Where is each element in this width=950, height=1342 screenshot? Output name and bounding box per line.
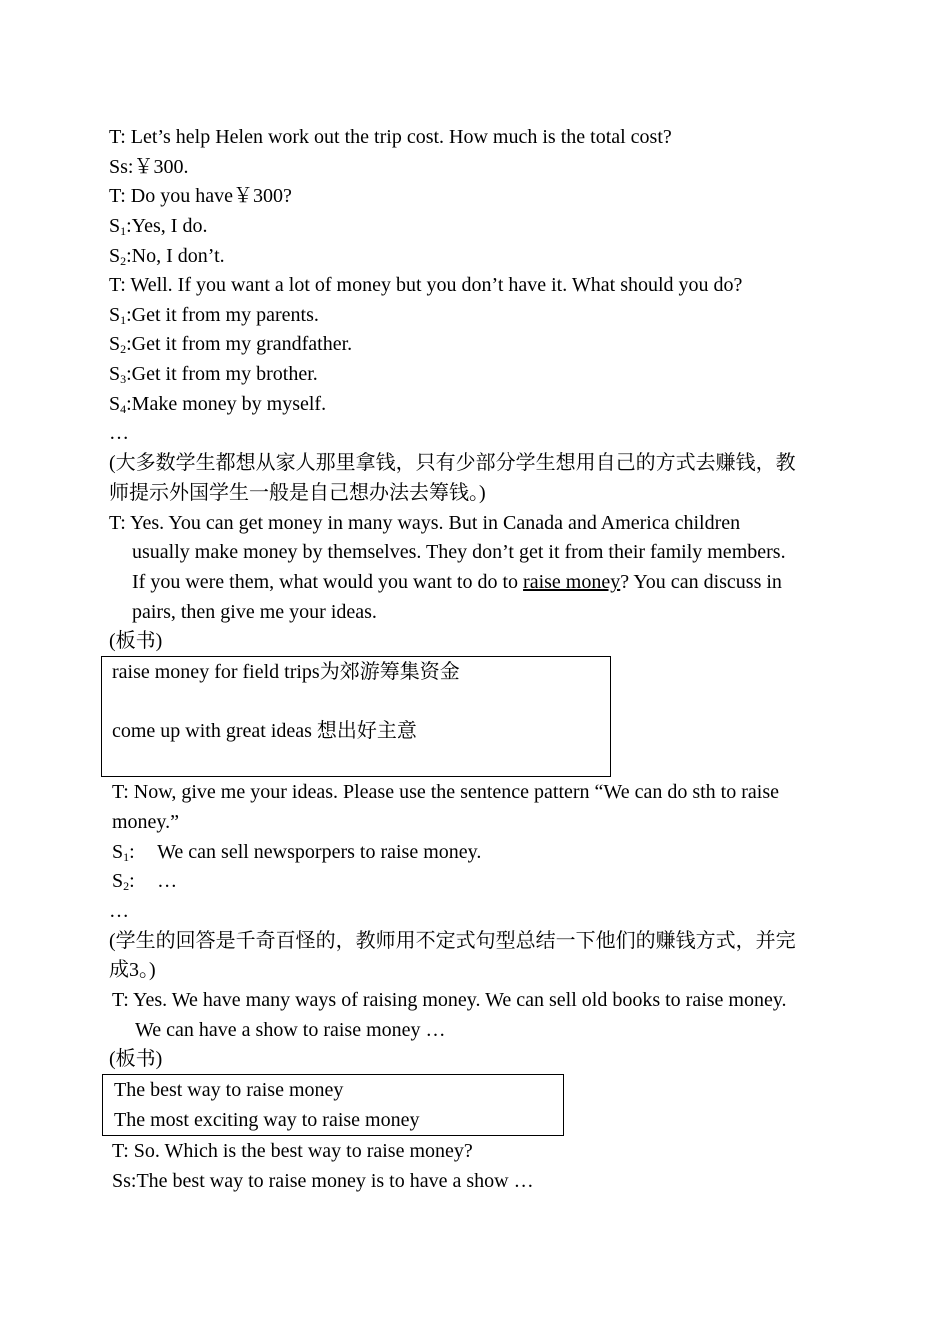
speaker-colon: : — [129, 870, 135, 892]
teacher-line: pairs, then give me your ideas. — [132, 601, 377, 623]
student-line — [109, 211, 207, 241]
speaker-number: 2 — [120, 254, 127, 268]
text-run: If you were them, what would you want to do to — [132, 571, 524, 593]
speaker-number: 2 — [123, 879, 130, 893]
teacher-line: T: Well. If you want a lot of money but you don’t have it. What should you do? — [109, 274, 743, 296]
students-line: Ss:The best way to raise money is to have a show … — [112, 1170, 534, 1192]
board-line: The best way to raise money — [114, 1079, 344, 1101]
teacher-line: T: Now, give me your ideas. Please use the sentence pattern “We can do sth to raise — [112, 781, 779, 803]
teacher-line: T: Yes. You can get money in many ways. But in Canada and America children — [109, 512, 741, 534]
board-label: (板书) — [109, 630, 163, 652]
student-answer: :Get it from my grandfather. — [126, 333, 353, 355]
student-answer: … — [157, 870, 178, 892]
text-run: ? You can discuss in — [620, 571, 782, 593]
speaker-label: S — [109, 333, 121, 355]
student-line — [109, 329, 352, 359]
board-label: (板书) — [109, 1048, 163, 1070]
student-answer: We can sell newsporpers to raise money. — [157, 841, 482, 863]
teacher-line: We can have a show to raise money … — [135, 1019, 446, 1041]
speaker-label: S — [112, 870, 124, 892]
speaker-number: 2 — [120, 342, 127, 356]
ellipsis-line: … — [109, 900, 129, 922]
student-line — [109, 389, 326, 419]
teacher-line: T: Let’s help Helen work out the trip cost. How much is the total cost? — [109, 126, 672, 148]
speaker-label: S — [109, 393, 121, 415]
student-line — [112, 866, 177, 896]
speaker-label: S — [109, 363, 121, 385]
student-answer: :Yes, I do. — [126, 215, 208, 237]
teacher-line: T: Do you have￥300? — [109, 185, 292, 207]
ellipsis-line: … — [109, 422, 129, 444]
student-answer: :Get it from my parents. — [126, 304, 319, 326]
speaker-label: S — [112, 841, 124, 863]
speaker-number: 3 — [120, 372, 127, 386]
speaker-number: 1 — [120, 224, 127, 238]
underlined-phrase: raise money — [523, 571, 621, 593]
speaker-number: 1 — [120, 313, 127, 327]
teaching-note: (学生的回答是千奇百怪的，教师用不定式句型总结一下他们的赚钱方式，并完 — [109, 930, 796, 952]
student-line — [109, 359, 318, 389]
speaker-label: S — [109, 304, 121, 326]
speaker-label: S — [109, 215, 121, 237]
teacher-line: T: So. Which is the best way to raise money? — [112, 1140, 473, 1162]
student-answer: :Get it from my brother. — [126, 363, 318, 385]
students-line: Ss:￥300. — [109, 156, 189, 178]
student-answer: :No, I don’t. — [126, 245, 225, 267]
teacher-line: money.” — [112, 811, 180, 833]
board-line: The most exciting way to raise money — [114, 1109, 420, 1131]
speaker-number: 4 — [120, 402, 127, 416]
speaker-colon: : — [129, 841, 135, 863]
teaching-note: 成3。) — [109, 959, 156, 981]
teacher-line: usually make money by themselves. They don’t get it from their family members. — [132, 541, 786, 563]
student-line — [112, 837, 481, 867]
teacher-line: T: Yes. We have many ways of raising money. We can sell old books to raise money. — [112, 989, 787, 1011]
student-line — [109, 300, 319, 330]
board-line: come up with great ideas 想出好主意 — [112, 720, 417, 742]
speaker-number: 1 — [123, 850, 130, 864]
board-line: raise money for field trips为郊游筹集资金 — [112, 661, 460, 683]
student-answer: :Make money by myself. — [126, 393, 327, 415]
teaching-note: 师提示外国学生一般是自己想办法去筹钱。) — [109, 482, 486, 504]
teacher-line — [132, 567, 782, 597]
student-line — [109, 241, 225, 271]
speaker-label: S — [109, 245, 121, 267]
teaching-note: (大多数学生都想从家人那里拿钱，只有少部分学生想用自己的方式去赚钱，教 — [109, 452, 796, 474]
